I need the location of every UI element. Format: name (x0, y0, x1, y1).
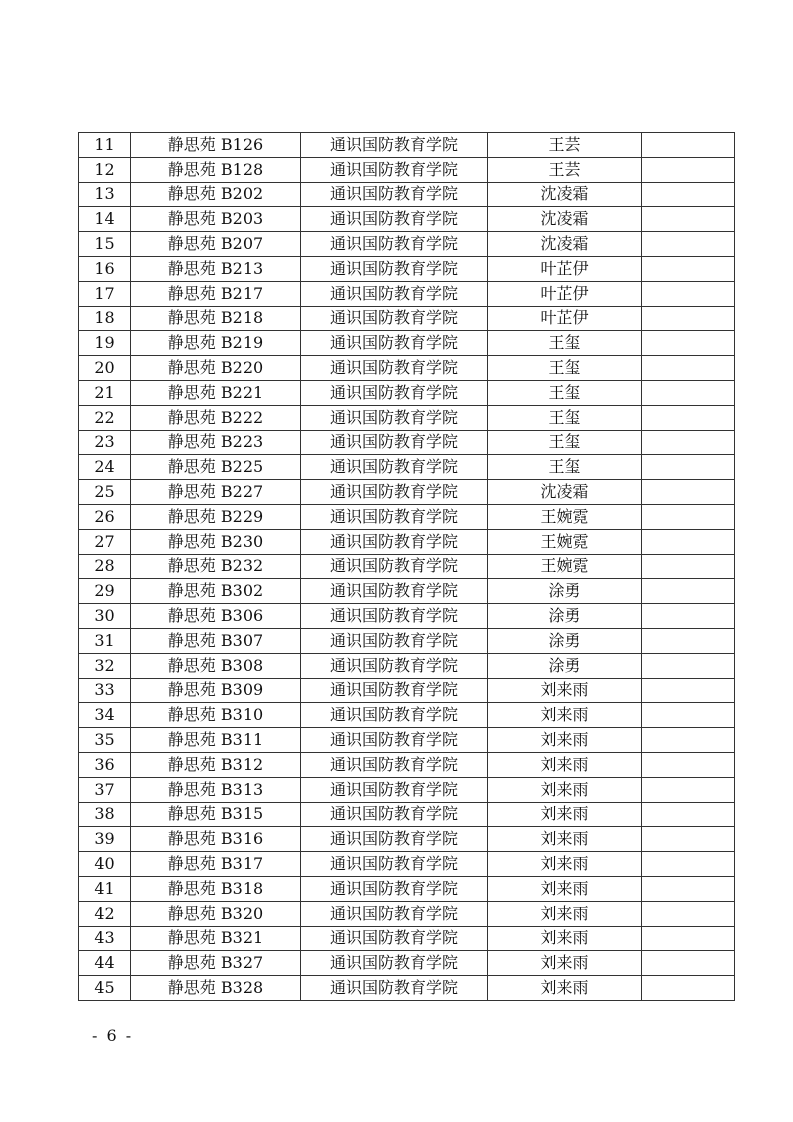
room-cell: 静思苑 B306 (131, 604, 301, 629)
room-cell: 静思苑 B311 (131, 728, 301, 753)
person-cell: 沈凌霜 (488, 232, 642, 257)
person-cell: 刘来雨 (488, 728, 642, 753)
person-cell: 王玺 (488, 356, 642, 381)
note-cell (642, 926, 735, 951)
table-row (79, 678, 735, 703)
note-cell (642, 133, 735, 158)
college-cell: 通识国防教育学院 (301, 901, 488, 926)
row-number-cell: 15 (79, 232, 131, 257)
person-cell: 叶芷伊 (488, 281, 642, 306)
note-cell (642, 281, 735, 306)
room-cell: 静思苑 B302 (131, 579, 301, 604)
college-cell: 通识国防教育学院 (301, 331, 488, 356)
table-row (79, 951, 735, 976)
person-cell: 王玺 (488, 430, 642, 455)
college-cell: 通识国防教育学院 (301, 529, 488, 554)
room-cell: 静思苑 B320 (131, 901, 301, 926)
row-number-cell: 13 (79, 182, 131, 207)
room-cell: 静思苑 B310 (131, 703, 301, 728)
note-cell (642, 579, 735, 604)
table-body (79, 133, 735, 1001)
row-number-cell: 31 (79, 628, 131, 653)
table-row (79, 827, 735, 852)
table-row (79, 901, 735, 926)
row-number-cell: 36 (79, 752, 131, 777)
row-number-cell: 25 (79, 480, 131, 505)
room-cell: 静思苑 B219 (131, 331, 301, 356)
college-cell: 通识国防教育学院 (301, 455, 488, 480)
table-row (79, 356, 735, 381)
row-number-cell: 32 (79, 653, 131, 678)
dormitory-table (78, 132, 735, 1001)
row-number-cell: 11 (79, 133, 131, 158)
table-row (79, 430, 735, 455)
person-cell: 涂勇 (488, 628, 642, 653)
room-cell: 静思苑 B328 (131, 976, 301, 1001)
note-cell (642, 157, 735, 182)
note-cell (642, 728, 735, 753)
table-row (79, 480, 735, 505)
row-number-cell: 20 (79, 356, 131, 381)
room-cell: 静思苑 B221 (131, 380, 301, 405)
room-cell: 静思苑 B317 (131, 852, 301, 877)
note-cell (642, 256, 735, 281)
room-cell: 静思苑 B232 (131, 554, 301, 579)
table-row (79, 232, 735, 257)
college-cell: 通识国防教育学院 (301, 554, 488, 579)
college-cell: 通识国防教育学院 (301, 951, 488, 976)
room-cell: 静思苑 B308 (131, 653, 301, 678)
college-cell: 通识国防教育学院 (301, 182, 488, 207)
room-cell: 静思苑 B307 (131, 628, 301, 653)
note-cell (642, 504, 735, 529)
note-cell (642, 802, 735, 827)
person-cell: 涂勇 (488, 604, 642, 629)
table-row (79, 331, 735, 356)
note-cell (642, 331, 735, 356)
person-cell: 刘来雨 (488, 951, 642, 976)
person-cell: 刘来雨 (488, 926, 642, 951)
row-number-cell: 29 (79, 579, 131, 604)
room-cell: 静思苑 B222 (131, 405, 301, 430)
table-row (79, 380, 735, 405)
row-number-cell: 27 (79, 529, 131, 554)
room-cell: 静思苑 B225 (131, 455, 301, 480)
person-cell: 刘来雨 (488, 752, 642, 777)
college-cell: 通识国防教育学院 (301, 380, 488, 405)
row-number-cell: 21 (79, 380, 131, 405)
table-row (79, 752, 735, 777)
note-cell (642, 951, 735, 976)
person-cell: 刘来雨 (488, 876, 642, 901)
note-cell (642, 232, 735, 257)
person-cell: 刘来雨 (488, 703, 642, 728)
table-row (79, 653, 735, 678)
note-cell (642, 480, 735, 505)
note-cell (642, 380, 735, 405)
college-cell: 通识国防教育学院 (301, 802, 488, 827)
table-row (79, 876, 735, 901)
room-cell: 静思苑 B309 (131, 678, 301, 703)
room-cell: 静思苑 B227 (131, 480, 301, 505)
college-cell: 通识国防教育学院 (301, 653, 488, 678)
college-cell: 通识国防教育学院 (301, 306, 488, 331)
table-row (79, 802, 735, 827)
person-cell: 刘来雨 (488, 976, 642, 1001)
table-row (79, 852, 735, 877)
college-cell: 通识国防教育学院 (301, 133, 488, 158)
row-number-cell: 33 (79, 678, 131, 703)
college-cell: 通识国防教育学院 (301, 480, 488, 505)
note-cell (642, 182, 735, 207)
table-row (79, 157, 735, 182)
row-number-cell: 24 (79, 455, 131, 480)
room-cell: 静思苑 B218 (131, 306, 301, 331)
college-cell: 通识国防教育学院 (301, 430, 488, 455)
note-cell (642, 604, 735, 629)
room-cell: 静思苑 B217 (131, 281, 301, 306)
note-cell (642, 430, 735, 455)
room-cell: 静思苑 B220 (131, 356, 301, 381)
college-cell: 通识国防教育学院 (301, 281, 488, 306)
row-number-cell: 22 (79, 405, 131, 430)
note-cell (642, 876, 735, 901)
person-cell: 王玺 (488, 455, 642, 480)
table-row (79, 554, 735, 579)
row-number-cell: 18 (79, 306, 131, 331)
table-row (79, 728, 735, 753)
room-cell: 静思苑 B128 (131, 157, 301, 182)
college-cell: 通识国防教育学院 (301, 926, 488, 951)
room-cell: 静思苑 B316 (131, 827, 301, 852)
college-cell: 通识国防教育学院 (301, 703, 488, 728)
room-cell: 静思苑 B213 (131, 256, 301, 281)
row-number-cell: 43 (79, 926, 131, 951)
table-row (79, 529, 735, 554)
room-cell: 静思苑 B223 (131, 430, 301, 455)
person-cell: 王婉霓 (488, 554, 642, 579)
row-number-cell: 28 (79, 554, 131, 579)
row-number-cell: 38 (79, 802, 131, 827)
table-row (79, 777, 735, 802)
table-row (79, 926, 735, 951)
note-cell (642, 827, 735, 852)
table-row (79, 207, 735, 232)
table-row (79, 703, 735, 728)
note-cell (642, 653, 735, 678)
row-number-cell: 42 (79, 901, 131, 926)
table-row (79, 405, 735, 430)
note-cell (642, 306, 735, 331)
person-cell: 涂勇 (488, 579, 642, 604)
college-cell: 通识国防教育学院 (301, 232, 488, 257)
row-number-cell: 17 (79, 281, 131, 306)
college-cell: 通识国防教育学院 (301, 356, 488, 381)
room-cell: 静思苑 B229 (131, 504, 301, 529)
room-cell: 静思苑 B321 (131, 926, 301, 951)
note-cell (642, 356, 735, 381)
table-row (79, 256, 735, 281)
person-cell: 王玺 (488, 380, 642, 405)
person-cell: 刘来雨 (488, 827, 642, 852)
college-cell: 通识国防教育学院 (301, 628, 488, 653)
row-number-cell: 41 (79, 876, 131, 901)
person-cell: 王婉霓 (488, 504, 642, 529)
person-cell: 沈凌霜 (488, 182, 642, 207)
person-cell: 王婉霓 (488, 529, 642, 554)
note-cell (642, 455, 735, 480)
college-cell: 通识国防教育学院 (301, 207, 488, 232)
note-cell (642, 976, 735, 1001)
person-cell: 王芸 (488, 133, 642, 158)
row-number-cell: 12 (79, 157, 131, 182)
college-cell: 通识国防教育学院 (301, 678, 488, 703)
page-number: - 6 - (92, 1026, 134, 1045)
college-cell: 通识国防教育学院 (301, 752, 488, 777)
person-cell: 叶芷伊 (488, 256, 642, 281)
row-number-cell: 30 (79, 604, 131, 629)
college-cell: 通识国防教育学院 (301, 876, 488, 901)
person-cell: 王玺 (488, 405, 642, 430)
college-cell: 通识国防教育学院 (301, 827, 488, 852)
room-cell: 静思苑 B202 (131, 182, 301, 207)
row-number-cell: 39 (79, 827, 131, 852)
college-cell: 通识国防教育学院 (301, 604, 488, 629)
college-cell: 通识国防教育学院 (301, 256, 488, 281)
row-number-cell: 44 (79, 951, 131, 976)
table-row (79, 628, 735, 653)
note-cell (642, 628, 735, 653)
room-cell: 静思苑 B203 (131, 207, 301, 232)
note-cell (642, 752, 735, 777)
person-cell: 沈凌霜 (488, 207, 642, 232)
college-cell: 通识国防教育学院 (301, 157, 488, 182)
room-cell: 静思苑 B230 (131, 529, 301, 554)
note-cell (642, 852, 735, 877)
row-number-cell: 35 (79, 728, 131, 753)
note-cell (642, 901, 735, 926)
person-cell: 刘来雨 (488, 901, 642, 926)
note-cell (642, 554, 735, 579)
note-cell (642, 703, 735, 728)
row-number-cell: 34 (79, 703, 131, 728)
room-cell: 静思苑 B207 (131, 232, 301, 257)
row-number-cell: 23 (79, 430, 131, 455)
person-cell: 叶芷伊 (488, 306, 642, 331)
room-cell: 静思苑 B313 (131, 777, 301, 802)
college-cell: 通识国防教育学院 (301, 852, 488, 877)
row-number-cell: 26 (79, 504, 131, 529)
row-number-cell: 19 (79, 331, 131, 356)
table-row (79, 306, 735, 331)
college-cell: 通识国防教育学院 (301, 976, 488, 1001)
row-number-cell: 45 (79, 976, 131, 1001)
note-cell (642, 777, 735, 802)
table-row (79, 182, 735, 207)
person-cell: 刘来雨 (488, 852, 642, 877)
table-row (79, 281, 735, 306)
person-cell: 王玺 (488, 331, 642, 356)
college-cell: 通识国防教育学院 (301, 777, 488, 802)
room-cell: 静思苑 B126 (131, 133, 301, 158)
row-number-cell: 40 (79, 852, 131, 877)
college-cell: 通识国防教育学院 (301, 504, 488, 529)
room-cell: 静思苑 B318 (131, 876, 301, 901)
note-cell (642, 529, 735, 554)
table-row (79, 604, 735, 629)
table-row (79, 504, 735, 529)
table-row (79, 455, 735, 480)
room-cell: 静思苑 B312 (131, 752, 301, 777)
person-cell: 刘来雨 (488, 777, 642, 802)
person-cell: 刘来雨 (488, 678, 642, 703)
college-cell: 通识国防教育学院 (301, 579, 488, 604)
person-cell: 涂勇 (488, 653, 642, 678)
row-number-cell: 14 (79, 207, 131, 232)
table-row (79, 579, 735, 604)
note-cell (642, 405, 735, 430)
college-cell: 通识国防教育学院 (301, 728, 488, 753)
row-number-cell: 16 (79, 256, 131, 281)
note-cell (642, 678, 735, 703)
note-cell (642, 207, 735, 232)
person-cell: 刘来雨 (488, 802, 642, 827)
table-row (79, 133, 735, 158)
college-cell: 通识国防教育学院 (301, 405, 488, 430)
room-cell: 静思苑 B327 (131, 951, 301, 976)
table-row (79, 976, 735, 1001)
room-cell: 静思苑 B315 (131, 802, 301, 827)
person-cell: 沈凌霜 (488, 480, 642, 505)
row-number-cell: 37 (79, 777, 131, 802)
person-cell: 王芸 (488, 157, 642, 182)
